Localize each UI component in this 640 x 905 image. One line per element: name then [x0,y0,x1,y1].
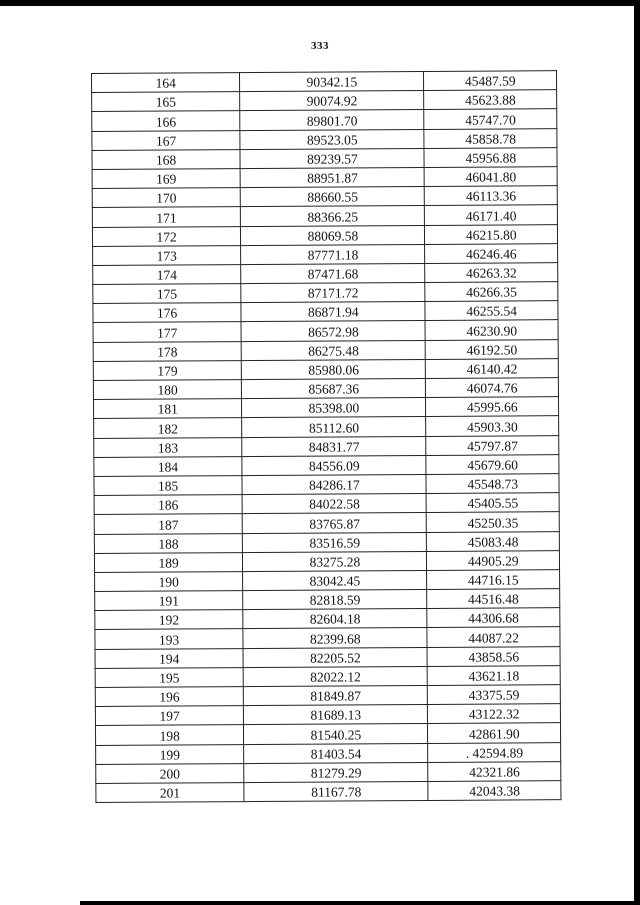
table-row [95,646,560,668]
table-row [95,685,560,707]
row-index-cell: 195 [95,667,243,687]
value-b-cell: 45995.66 [426,397,559,417]
value-b-cell: 45405.55 [427,493,560,513]
value-a-cell: 82205.52 [243,647,427,667]
value-a-cell: 87771.18 [241,244,425,264]
value-a-cell: 81540.25 [244,724,428,744]
value-b-cell: 43122.32 [428,704,561,724]
table-row [92,224,557,246]
value-b-cell: 44716.15 [427,570,560,590]
table-row [92,167,557,189]
table-row [95,704,560,726]
value-a-cell: 89239.57 [240,148,424,168]
row-index-cell: 168 [92,149,240,169]
table-row [93,397,558,419]
value-b-cell: 43621.18 [428,665,561,685]
row-index-cell: 164 [92,73,240,93]
value-a-cell: 82399.68 [243,628,427,648]
row-index-cell: 181 [93,399,241,419]
value-a-cell: 88069.58 [241,225,425,245]
value-a-cell: 88660.55 [240,187,424,207]
table-row [93,282,558,304]
value-b-cell: 45623.88 [424,90,557,110]
table-body [92,71,561,803]
value-a-cell: 81403.54 [244,743,428,763]
value-b-cell: 44905.29 [427,550,560,570]
row-index-cell: 173 [93,245,241,265]
value-a-cell: 82818.59 [243,590,427,610]
value-b-cell: 46230.90 [425,320,558,340]
value-b-cell: 44306.68 [427,608,560,628]
value-a-cell: 84831.77 [242,436,426,456]
table-row [96,781,561,803]
table-row [92,109,557,131]
row-index-cell: 199 [96,744,244,764]
value-b-cell: 46263.32 [425,263,558,283]
table-row [96,761,561,783]
row-index-cell: 179 [93,360,241,380]
value-b-cell: 45797.87 [426,435,559,455]
value-a-cell: 81279.29 [244,762,428,782]
row-index-cell: 171 [92,207,240,227]
value-b-cell: 44516.48 [427,589,560,609]
value-a-cell: 81689.13 [244,705,428,725]
value-a-cell: 84286.17 [242,474,426,494]
table-row [94,512,559,534]
row-index-cell: 184 [94,456,242,476]
row-index-cell: 176 [93,303,241,323]
table-row [96,742,561,764]
row-index-cell: 180 [93,380,241,400]
row-index-cell: 170 [92,188,240,208]
value-b-cell: 45679.60 [426,454,559,474]
value-a-cell: 89801.70 [240,110,424,130]
value-b-cell: 46215.80 [425,224,558,244]
value-b-cell: 46266.35 [425,282,558,302]
value-b-cell: 45548.73 [426,474,559,494]
value-b-cell: 46246.46 [425,243,558,263]
row-index-cell: 174 [93,264,241,284]
row-index-cell: 189 [94,552,242,572]
value-a-cell: 85687.36 [242,378,426,398]
table-row [92,128,557,150]
value-a-cell: 82022.12 [243,666,427,686]
table-row [93,378,558,400]
value-a-cell: 85112.60 [242,417,426,437]
scan-border-bottom [80,901,640,905]
row-index-cell: 196 [95,687,243,707]
value-b-cell: 42861.90 [428,723,561,743]
value-b-cell: 45083.48 [427,531,560,551]
row-index-cell: 166 [92,111,240,131]
table-row [93,243,558,265]
scan-border-right [634,0,640,905]
table-row [93,263,558,285]
table-row [94,531,559,553]
value-b-cell: 46041.80 [425,167,558,187]
value-b-cell: 46074.76 [426,378,559,398]
row-index-cell: 177 [93,322,241,342]
row-index-cell: 169 [92,169,240,189]
value-b-cell: 46255.54 [425,301,558,321]
value-a-cell: 86275.48 [241,340,425,360]
table-row [92,205,557,227]
value-b-cell: 44087.22 [427,627,560,647]
value-b-cell: 45858.78 [424,128,557,148]
value-b-cell: 45956.88 [424,147,557,167]
value-a-cell: 85980.06 [242,359,426,379]
table-row [92,186,557,208]
value-a-cell: 83042.45 [243,570,427,590]
scan-border-top [0,0,640,6]
row-index-cell: 198 [95,725,243,745]
value-b-cell: 42321.86 [428,761,561,781]
row-index-cell: 178 [93,341,241,361]
value-b-cell: 43858.56 [427,646,560,666]
row-index-cell: 188 [94,533,242,553]
value-a-cell: 86572.98 [241,321,425,341]
row-index-cell: 167 [92,130,240,150]
table-row [93,358,558,380]
value-a-cell: 83765.87 [242,513,426,533]
table-row [95,570,560,592]
value-b-cell: 46113.36 [425,186,558,206]
table-row [94,493,559,515]
table-row [95,665,560,687]
value-a-cell: 88951.87 [240,167,424,187]
row-index-cell: 193 [95,629,243,649]
table-row [93,320,558,342]
table-row [95,627,560,649]
value-b-cell: 46140.42 [426,358,559,378]
value-a-cell: 85398.00 [242,398,426,418]
value-a-cell: 82604.18 [243,609,427,629]
value-b-cell: 45747.70 [424,109,557,129]
row-index-cell: 182 [94,418,242,438]
value-b-cell: . 42594.89 [428,742,561,762]
table-row [92,147,557,169]
table-row [93,339,558,361]
table-row [95,723,560,745]
data-table [91,70,561,803]
value-a-cell: 90074.92 [240,91,424,111]
value-b-cell: 43375.59 [428,685,561,705]
value-b-cell: 46192.50 [426,339,559,359]
value-a-cell: 88366.25 [241,206,425,226]
row-index-cell: 200 [96,763,244,783]
value-a-cell: 89523.05 [240,129,424,149]
row-index-cell: 183 [94,437,242,457]
page-number: 333 [311,40,329,52]
row-index-cell: 190 [95,571,243,591]
row-index-cell: 197 [95,706,243,726]
table-row [93,301,558,323]
value-a-cell: 84022.58 [242,494,426,514]
table-row [95,589,560,611]
table-row [92,71,557,93]
value-a-cell: 81849.87 [244,685,428,705]
value-b-cell: 45903.30 [426,416,559,436]
value-a-cell: 90342.15 [240,71,424,91]
row-index-cell: 194 [95,648,243,668]
row-index-cell: 187 [94,514,242,534]
table-row [94,454,559,476]
value-a-cell: 81167.78 [244,781,428,801]
table-row [94,550,559,572]
row-index-cell: 186 [94,495,242,515]
value-a-cell: 84556.09 [242,455,426,475]
value-a-cell: 87171.72 [241,283,425,303]
row-index-cell: 175 [93,284,241,304]
row-index-cell: 191 [95,591,243,611]
table-row [94,435,559,457]
value-b-cell: 45250.35 [427,512,560,532]
row-index-cell: 192 [95,610,243,630]
row-index-cell: 201 [96,783,244,803]
value-b-cell: 42043.38 [428,781,561,801]
value-a-cell: 83275.28 [243,551,427,571]
value-a-cell: 86871.94 [241,302,425,322]
value-a-cell: 87471.68 [241,263,425,283]
table-row [94,474,559,496]
row-index-cell: 185 [94,476,242,496]
value-b-cell: 45487.59 [424,71,557,91]
table-row [92,90,557,112]
table-row [94,416,559,438]
row-index-cell: 172 [92,226,240,246]
value-b-cell: 46171.40 [425,205,558,225]
table-row [95,608,560,630]
row-index-cell: 165 [92,92,240,112]
value-a-cell: 83516.59 [243,532,427,552]
